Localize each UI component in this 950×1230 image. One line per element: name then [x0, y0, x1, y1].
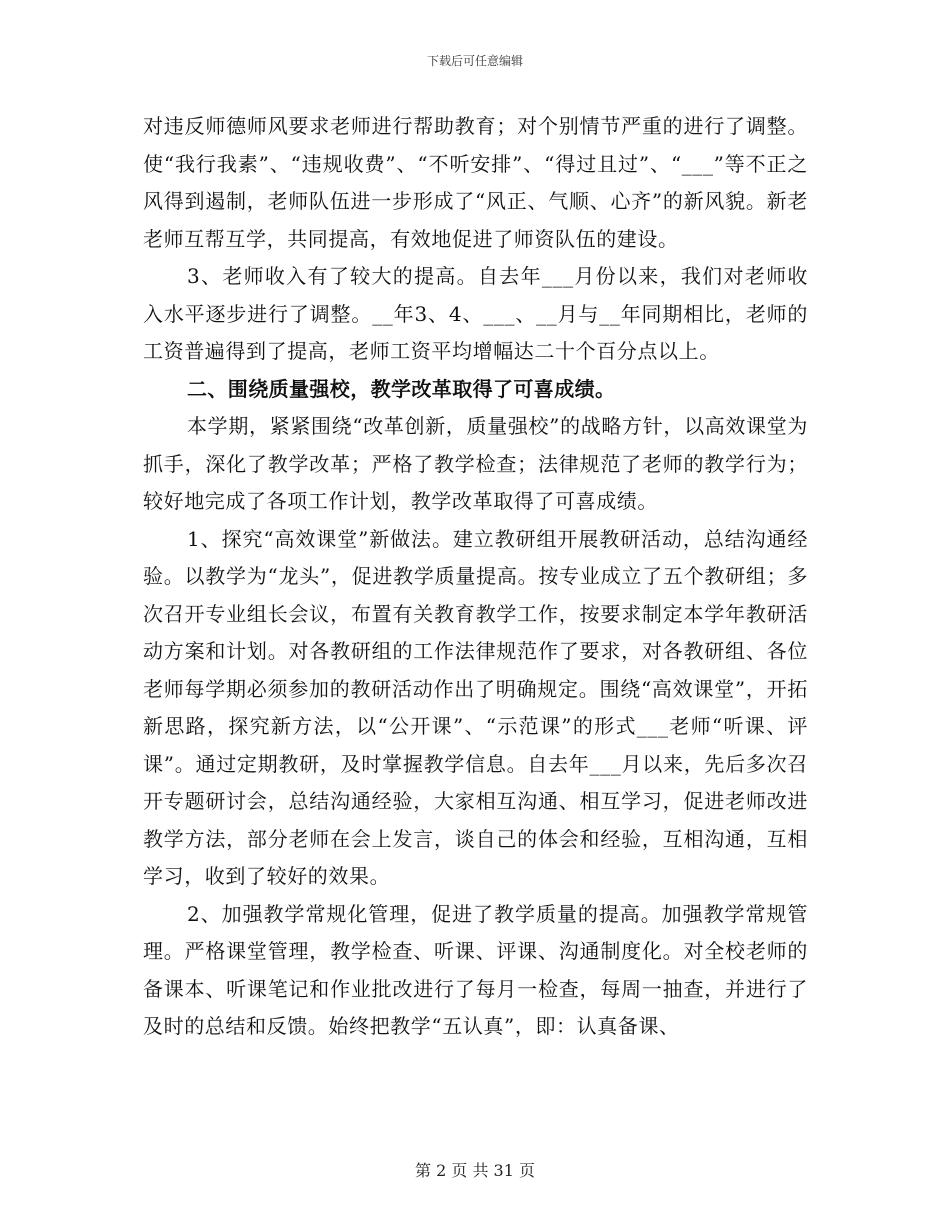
paragraph-efficient-classroom: 1、探究“高效课堂”新做法。建立教研组开展教研活动，总结沟通经验。以教学为“龙头”，促进教学质量提高。按专业成立了五个教研组；多次召开专业组长会议，布置有关教育教学工作，按要求制定本学年教研活动方案和计划。对各教研组的工作法律规范作了要求，对各教研组、各位老师每学期必须参加的教研活动作出了明确规定。围绕“高效课堂”，开拓新思路，探究新方法，以“公开课”、“示范课”的形式___老师“听课、评课”。通过定期教研，及时掌握教学信息。自去年___月以来，先后多次召开专题研讨会，总结沟通经验，大家相互沟通、相互学习，促进老师改进教学方法，部分老师在会上发言，谈自己的体会和经验，互相沟通，互相学习，收到了较好的效果。: [143, 526, 808, 888]
page-header: 下载后可任意编辑: [426, 54, 523, 68]
paragraph-continued: 对违反师德师风要求老师进行帮助教育；对个别情节严重的进行了调整。使“我行我素”、“违规收费”、“不听安排”、“得过且过”、“___”等不正之风得到遏制，老师队伍进一步形成了“风正、气顺、心齐”的新风貌。新老老师互帮互学，共同提高，有效地促进了师资队伍的建设。: [143, 114, 808, 251]
section-heading-teaching-reform: 二、围绕质量强校，教学改革取得了可喜成绩。: [187, 376, 616, 401]
page-number: 第 2 页 共 31 页: [415, 1161, 535, 1180]
paragraph-teaching-management: 2、加强教学常规化管理，促进了教学质量的提高。加强教学常规管理。严格课堂管理，教学检查、听课、评课、沟通制度化。对全校老师的备课本、听课笔记和作业批改进行了每月一检查，每周一抽查，并进行了及时的总结和反馈。始终把教学“五认真”，即：认真备课、: [143, 901, 808, 1038]
document-body: [143, 108, 808, 1046]
paragraph-semester-overview: 本学期，紧紧围绕“改革创新，质量强校”的战略方针，以高效课堂为抓手，深化了教学改革；严格了教学检查；法律规范了老师的教学行为；较好地完成了各项工作计划，教学改革取得了可喜成绩。: [143, 414, 808, 513]
paragraph-teacher-income: 3、老师收入有了较大的提高。自去年___月份以来，我们对老师收入水平逐步进行了调整。__年3、4、___、__月与__年同期相比，老师的工资普遍得到了提高，老师工资平均增幅达二十个百分点以上。: [143, 264, 808, 363]
